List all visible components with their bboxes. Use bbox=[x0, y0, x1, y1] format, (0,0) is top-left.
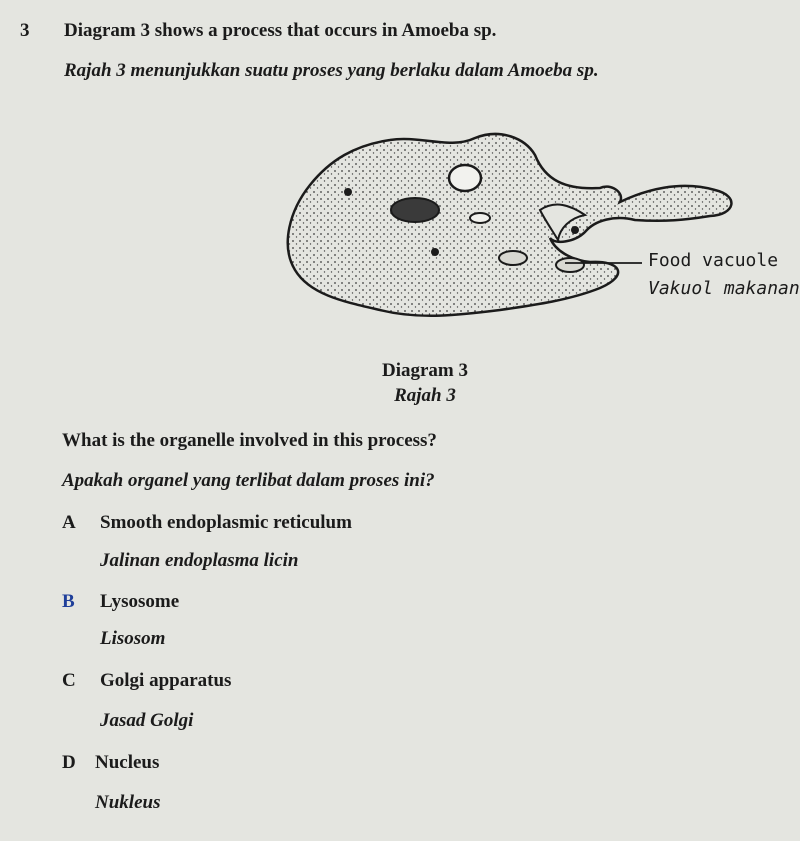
option-b-letter: B bbox=[62, 591, 75, 612]
question-stem-malay: Rajah 3 menunjukkan suatu proses yang berlaku dalam Amoeba sp. bbox=[64, 60, 599, 81]
food-vacuole-shape bbox=[556, 258, 584, 272]
option-d-letter: D bbox=[62, 752, 76, 773]
option-a-text-english: Smooth endoplasmic reticulum bbox=[100, 512, 352, 533]
option-c-text-malay: Jasad Golgi bbox=[100, 710, 194, 731]
nucleus-shape bbox=[391, 198, 439, 222]
option-a-text-malay: Jalinan endoplasma licin bbox=[100, 550, 299, 571]
option-c-text-english: Golgi apparatus bbox=[100, 670, 232, 691]
diagram-caption-malay: Rajah 3 bbox=[394, 385, 456, 406]
question-number: 3 bbox=[20, 20, 30, 41]
diagram-caption-english: Diagram 3 bbox=[381, 360, 468, 381]
food-vacuole-shape bbox=[499, 251, 527, 265]
question-stem-english: Diagram 3 shows a process that occurs in Amoeba sp. bbox=[64, 20, 497, 41]
small-vacuole bbox=[470, 213, 490, 223]
food-vacuole-label-malay: Vakuol makanan bbox=[648, 278, 800, 299]
option-a-letter: A bbox=[62, 512, 76, 533]
food-vacuole-label-english: Food vacuole bbox=[648, 250, 779, 271]
option-d-text-english: Nucleus bbox=[95, 752, 160, 773]
contractile-vacuole bbox=[449, 165, 481, 191]
food-particle bbox=[571, 226, 579, 234]
option-b-text-malay: Lisosom bbox=[100, 628, 166, 649]
food-particle bbox=[431, 248, 439, 256]
question-prompt-english: What is the organelle involved in this process? bbox=[62, 430, 437, 451]
amoeba-diagram bbox=[270, 120, 790, 340]
option-c-letter: C bbox=[62, 670, 76, 691]
question-prompt-malay: Apakah organel yang terlibat dalam proses ini? bbox=[62, 470, 435, 491]
option-d-text-malay: Nukleus bbox=[95, 792, 161, 813]
option-b-text-english: Lysosome bbox=[100, 591, 180, 612]
food-particle bbox=[344, 188, 352, 196]
